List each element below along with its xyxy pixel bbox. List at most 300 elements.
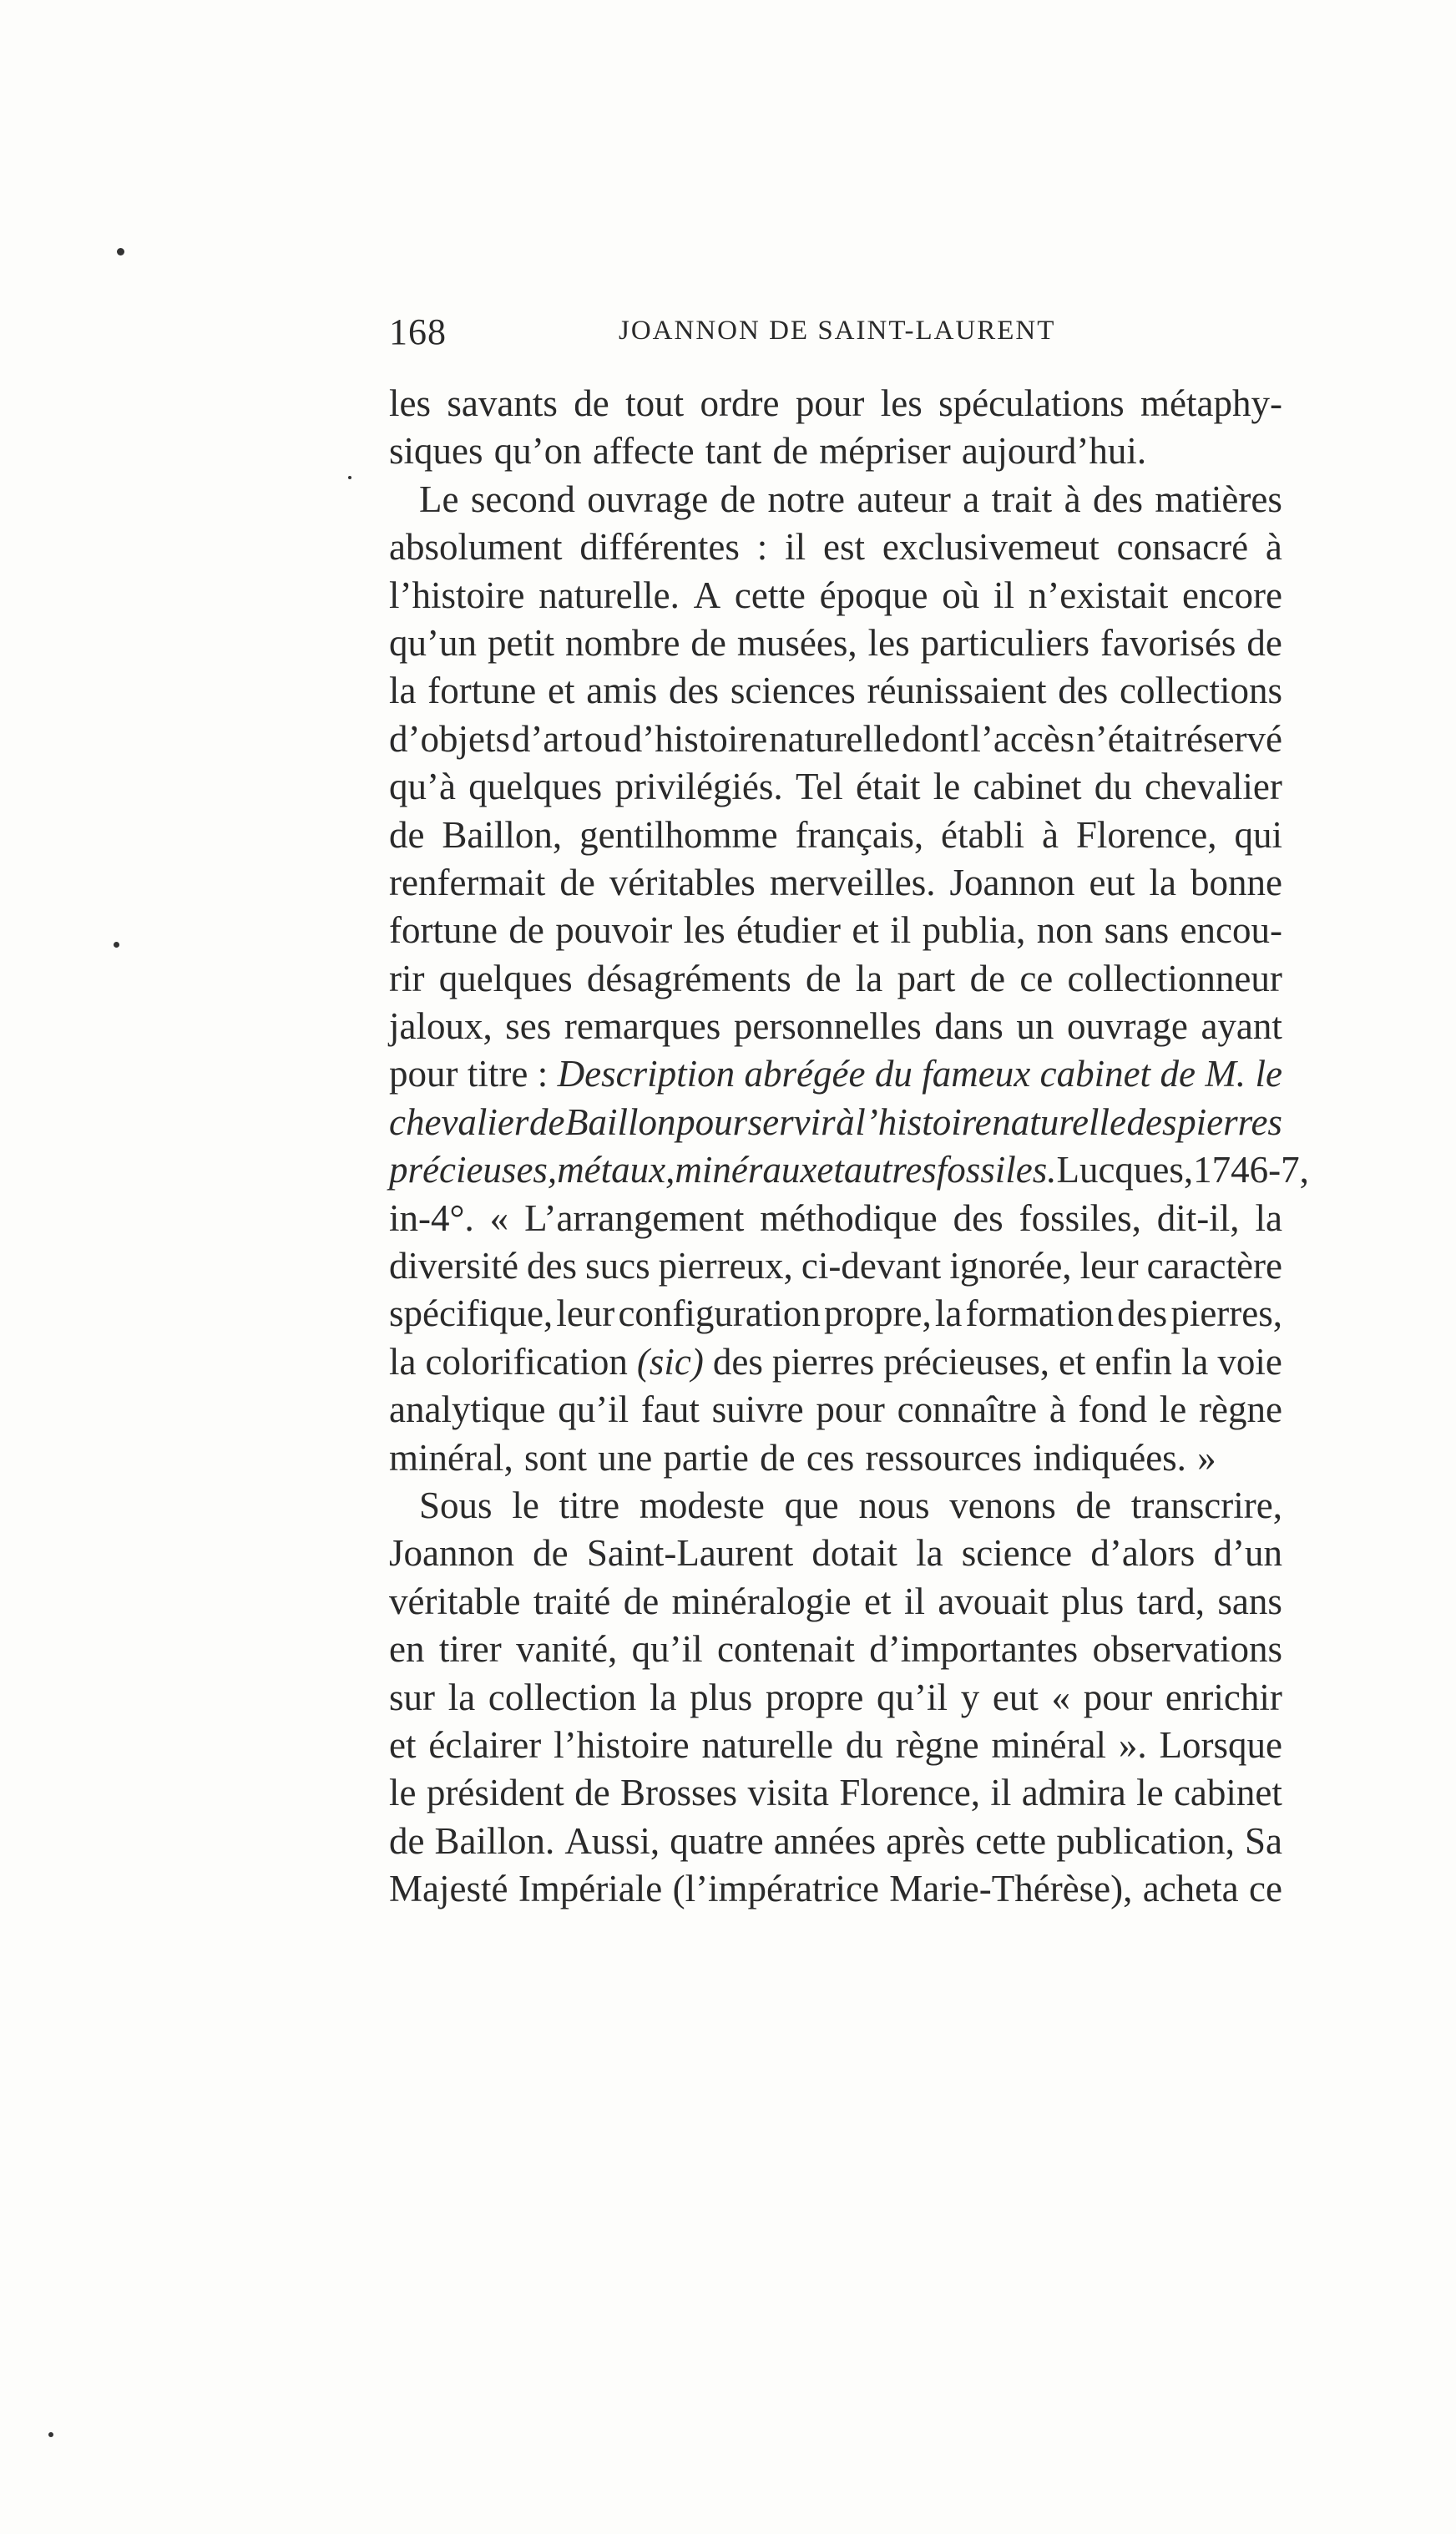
- word: a: [963, 478, 980, 520]
- word: enrichir: [1165, 1676, 1282, 1718]
- word: de: [389, 813, 425, 856]
- word: de: [1075, 1484, 1112, 1526]
- word: :: [756, 526, 768, 569]
- text-line: [389, 716, 1282, 763]
- word: sans: [1104, 909, 1170, 952]
- word: formation: [965, 1292, 1114, 1335]
- word: l’accès: [970, 717, 1075, 760]
- word: président: [426, 1772, 564, 1814]
- word: fossiles,: [1019, 1196, 1141, 1239]
- word: auteur: [857, 478, 951, 520]
- word: de: [690, 621, 726, 664]
- word: Lucques,: [1056, 1149, 1194, 1191]
- word: le: [933, 766, 961, 808]
- word: le: [389, 1772, 417, 1814]
- italic-word: du: [874, 1053, 913, 1095]
- word: caractère: [1146, 1245, 1282, 1287]
- word: cette: [734, 574, 806, 616]
- word: n’existait: [1028, 574, 1169, 616]
- word: leur: [556, 1292, 615, 1335]
- italic-word: métaux,: [557, 1149, 675, 1191]
- page-number: 168: [389, 311, 447, 352]
- word: cabinet: [973, 766, 1082, 808]
- italic-word: précieuses,: [389, 1149, 558, 1191]
- word: eut: [1089, 861, 1135, 903]
- word: règne: [895, 1723, 979, 1766]
- word: qu’il: [558, 1388, 629, 1431]
- word: sucs: [585, 1245, 650, 1287]
- word: de: [574, 1772, 610, 1814]
- text-line: [389, 1386, 1282, 1434]
- word: en: [389, 1628, 425, 1671]
- word: Tel: [795, 766, 843, 808]
- word: Florence,: [839, 1772, 980, 1814]
- word: qu’il: [877, 1676, 948, 1718]
- word: y: [960, 1676, 980, 1718]
- word: et: [389, 1723, 417, 1766]
- text-line: [389, 427, 1282, 475]
- word: établi: [941, 813, 1025, 856]
- word: Sa: [1245, 1819, 1282, 1862]
- word: il: [785, 526, 806, 569]
- word: amis: [586, 670, 658, 712]
- word: favorisés: [1100, 621, 1236, 664]
- word: avouait: [938, 1580, 1049, 1622]
- word: personnelles: [733, 1005, 922, 1048]
- word: la: [1255, 1196, 1282, 1239]
- word: années: [773, 1819, 877, 1862]
- word: la: [1149, 861, 1176, 903]
- word: véritable: [389, 1580, 521, 1622]
- word: dans: [934, 1005, 1004, 1048]
- word: qui: [1234, 813, 1282, 856]
- word: fortune: [389, 909, 498, 952]
- word: ignorée,: [949, 1245, 1072, 1287]
- text-line: [389, 572, 1282, 620]
- word: sans: [1217, 1580, 1282, 1622]
- word: contenait: [716, 1628, 855, 1671]
- word: A: [693, 574, 721, 616]
- word: il: [993, 574, 1015, 616]
- word: et: [548, 670, 575, 712]
- word: ».: [1118, 1723, 1147, 1766]
- word: vanité,: [516, 1628, 618, 1671]
- word: nous: [858, 1484, 930, 1526]
- word: collections: [1120, 670, 1282, 712]
- word: minéral: [991, 1723, 1106, 1766]
- word: de: [623, 1580, 660, 1622]
- word: fond: [1078, 1388, 1148, 1431]
- word: 1746-7,: [1193, 1149, 1309, 1191]
- word: du: [1094, 766, 1132, 808]
- word: pierres: [771, 1340, 875, 1383]
- italic-word: Baillon: [565, 1100, 676, 1143]
- italic-word: fossiles.: [936, 1149, 1057, 1191]
- word: le: [1136, 1772, 1164, 1814]
- word: Brosses: [620, 1772, 738, 1814]
- word: ce: [1019, 957, 1054, 999]
- word: observations: [1092, 1628, 1282, 1671]
- word: plus: [690, 1676, 753, 1718]
- word: notre: [767, 478, 846, 520]
- word: les: [867, 621, 910, 664]
- word: n’était: [1076, 717, 1173, 760]
- word: français,: [795, 813, 924, 856]
- word: propre: [765, 1676, 864, 1718]
- word: encore: [1182, 574, 1282, 616]
- text-line: [389, 812, 1282, 859]
- word: propre,: [824, 1292, 932, 1335]
- word: d’un: [1213, 1532, 1282, 1575]
- word: de: [969, 957, 1006, 999]
- word: naturelle: [701, 1723, 833, 1766]
- word: des: [953, 1196, 1004, 1239]
- word: quelques: [468, 766, 603, 808]
- word: titre: [467, 1053, 528, 1095]
- word: cabinet: [1173, 1772, 1282, 1814]
- word: des: [527, 1245, 578, 1287]
- text-line: [389, 907, 1282, 954]
- word: pour: [389, 1053, 458, 1095]
- word: la: [934, 1292, 963, 1335]
- word: admira: [1021, 1772, 1126, 1814]
- word: la: [389, 1340, 417, 1383]
- word: il: [990, 1772, 1012, 1814]
- italic-word: le: [1255, 1053, 1282, 1095]
- word: gentilhomme: [579, 813, 778, 856]
- word: d’objets: [389, 717, 510, 760]
- word: Joannon: [949, 861, 1075, 903]
- word: le: [1159, 1388, 1187, 1431]
- word: suivre: [711, 1388, 804, 1431]
- word: analytique: [389, 1388, 546, 1431]
- word: qu’à: [389, 766, 456, 808]
- italic-word: M.: [1205, 1053, 1246, 1095]
- word: pour: [795, 382, 865, 424]
- word: naturelle.: [538, 574, 680, 616]
- word: exclusivemeut: [882, 526, 1100, 569]
- italic-word: pierres: [1177, 1100, 1282, 1143]
- word: ou: [584, 717, 622, 760]
- word: quelques: [438, 957, 573, 999]
- word: de: [720, 478, 756, 520]
- word: règne: [1199, 1388, 1282, 1431]
- scan-speck: [48, 2432, 53, 2437]
- word: Le: [419, 478, 459, 520]
- word: merveilles.: [769, 861, 936, 903]
- word: et: [864, 1580, 892, 1622]
- text-line: [389, 1338, 1282, 1386]
- word: l’histoire: [389, 574, 525, 616]
- text-line: [389, 1290, 1282, 1338]
- italic-word: (sic): [636, 1340, 704, 1383]
- text-line: [389, 667, 1282, 715]
- word: quatre: [670, 1819, 764, 1862]
- word: colorification: [425, 1340, 628, 1383]
- text-line: [389, 1722, 1282, 1769]
- italic-word: fameux: [922, 1053, 1031, 1095]
- word: venons: [949, 1484, 1056, 1526]
- text-line: [389, 1003, 1282, 1050]
- word: nombre: [564, 621, 680, 664]
- word: faut: [640, 1388, 700, 1431]
- word: fortune: [427, 670, 537, 712]
- word: sur: [389, 1676, 435, 1718]
- word: particuliers: [920, 621, 1089, 664]
- word: de: [508, 909, 544, 952]
- text-line: [389, 380, 1282, 427]
- word: de: [806, 957, 842, 999]
- word: in-4°.: [389, 1196, 474, 1239]
- scan-speck: [348, 476, 351, 479]
- word: spécifique,: [389, 1292, 554, 1335]
- word: la: [649, 1676, 677, 1718]
- italic-word: de: [1160, 1053, 1196, 1095]
- word: jaloux,: [389, 1005, 493, 1048]
- word: d’histoire: [623, 717, 768, 760]
- word: trait: [991, 478, 1053, 520]
- word: Majesté: [389, 1868, 508, 1910]
- word: cette: [975, 1819, 1047, 1862]
- italic-word: Description: [557, 1053, 736, 1095]
- italic-word: à: [836, 1100, 855, 1143]
- word: la: [447, 1676, 476, 1718]
- word: des: [1117, 1292, 1168, 1335]
- word: leur: [1079, 1245, 1139, 1287]
- word: acheta: [1142, 1868, 1239, 1910]
- running-head: JOANNON DE SAINT-LAURENT: [619, 316, 1056, 346]
- italic-word: et: [816, 1149, 844, 1191]
- text-line: [389, 1578, 1282, 1626]
- word: science: [961, 1532, 1073, 1575]
- text-line: [389, 1865, 1282, 1913]
- text-line: [389, 1674, 1282, 1722]
- word: il: [890, 909, 912, 952]
- word: enfin: [1095, 1340, 1172, 1383]
- page-header: [389, 311, 1269, 361]
- word: minéralogie: [671, 1580, 852, 1622]
- word: Aussi,: [564, 1819, 660, 1862]
- word: éclairer: [428, 1723, 542, 1766]
- word: Florence,: [1075, 813, 1217, 856]
- word: d’importantes: [869, 1628, 1079, 1671]
- text-line: [389, 1530, 1282, 1577]
- word: ouvrage: [587, 478, 709, 520]
- word: traité: [533, 1580, 611, 1622]
- word: pierreux,: [658, 1245, 793, 1287]
- word: d’alors: [1090, 1532, 1196, 1575]
- word: les: [389, 382, 431, 424]
- word: la: [855, 957, 883, 999]
- scan-speck: [117, 248, 124, 255]
- italic-word: abrégée: [744, 1053, 866, 1095]
- word: dit-il,: [1156, 1196, 1240, 1239]
- text-line: [389, 476, 1282, 523]
- word: Sous: [419, 1484, 493, 1526]
- text-run: siques qu’on affecte tant de mépriser aujourd’hui.: [389, 430, 1147, 473]
- word: eut: [992, 1676, 1039, 1718]
- word: titre: [559, 1484, 620, 1526]
- scan-speck: [114, 942, 119, 948]
- word: pour: [1083, 1676, 1153, 1718]
- word: «: [1051, 1676, 1071, 1718]
- word: Impériale: [518, 1868, 663, 1910]
- word: de: [1246, 621, 1282, 664]
- word: publication,: [1056, 1819, 1235, 1862]
- word: il: [903, 1580, 925, 1622]
- word: consacré: [1116, 526, 1249, 569]
- word: Saint-Laurent: [586, 1532, 794, 1575]
- word: plus: [1061, 1580, 1125, 1622]
- word: précieuses,: [883, 1340, 1049, 1383]
- word: ce: [1249, 1868, 1282, 1910]
- word: Lorsque: [1159, 1723, 1282, 1766]
- word: ayant: [1201, 1005, 1282, 1048]
- text-line: [389, 955, 1282, 1003]
- word: après: [886, 1819, 966, 1862]
- word: sciences: [730, 670, 856, 712]
- word: des: [1058, 670, 1109, 712]
- word: différentes: [579, 526, 740, 569]
- word: pierres,: [1170, 1292, 1282, 1335]
- word: des: [1093, 478, 1143, 520]
- word: ses: [505, 1005, 552, 1048]
- text-line: [389, 523, 1282, 571]
- text-line: [389, 763, 1282, 811]
- text-line: [389, 1626, 1282, 1673]
- text-line: [389, 1434, 1282, 1482]
- word: part: [897, 957, 956, 999]
- word: savants: [447, 382, 558, 424]
- text-line: [389, 1195, 1282, 1242]
- word: la: [916, 1532, 943, 1575]
- word: à: [1265, 526, 1282, 569]
- word: un: [1016, 1005, 1054, 1048]
- word: chevalier: [1145, 766, 1282, 808]
- word: ci-devant: [801, 1245, 942, 1287]
- italic-word: l’histoire: [855, 1100, 992, 1143]
- text-run: minéral, sont une partie de ces ressources indiquées. »: [389, 1436, 1216, 1479]
- word: bonne: [1190, 861, 1282, 903]
- italic-word: chevalier: [389, 1100, 529, 1143]
- text-line: [389, 1050, 1282, 1098]
- word: «: [489, 1196, 509, 1239]
- italic-word: autres: [843, 1149, 937, 1191]
- word: transcrire,: [1130, 1484, 1282, 1526]
- word: collection: [488, 1676, 637, 1718]
- word: petit: [487, 621, 554, 664]
- word: encou-: [1180, 909, 1282, 952]
- text-line: [389, 1099, 1282, 1146]
- word: de: [574, 382, 609, 424]
- text-line: [389, 1769, 1282, 1817]
- word: (l’impératrice: [672, 1868, 879, 1910]
- word: de: [559, 861, 595, 903]
- word: et: [1058, 1340, 1086, 1383]
- word: que: [784, 1484, 839, 1526]
- text-line: [389, 1482, 1282, 1530]
- word: les: [683, 909, 725, 952]
- word: Joannon: [389, 1532, 514, 1575]
- word: collectionneur: [1067, 957, 1282, 999]
- italic-word: des: [1126, 1100, 1177, 1143]
- italic-word: servir: [747, 1100, 836, 1143]
- word: rir: [389, 957, 425, 999]
- word: réservé: [1174, 717, 1282, 760]
- word: naturelle: [769, 717, 901, 760]
- word: pouvoir: [555, 909, 673, 952]
- text-line: [389, 859, 1282, 907]
- word: second: [470, 478, 575, 520]
- word: connaître: [897, 1388, 1038, 1431]
- word: configuration: [618, 1292, 821, 1335]
- word: la: [1180, 1340, 1209, 1383]
- word: qu’un: [389, 621, 477, 664]
- word: Baillon.: [434, 1819, 555, 1862]
- word: remarques: [564, 1005, 721, 1048]
- word: musées,: [736, 621, 857, 664]
- word: pour: [816, 1388, 885, 1431]
- word: tout: [625, 382, 685, 424]
- italic-word: de: [528, 1100, 565, 1143]
- word: était: [856, 766, 921, 808]
- word: renfermait: [389, 861, 546, 903]
- word: est: [823, 526, 866, 569]
- word: absolument: [389, 526, 563, 569]
- word: du: [845, 1723, 883, 1766]
- word: à: [1049, 1388, 1066, 1431]
- word: véritables: [609, 861, 756, 903]
- text-line: [389, 1146, 1309, 1194]
- word: tirer: [438, 1628, 502, 1671]
- text-line: [389, 1242, 1282, 1290]
- word: Baillon,: [442, 813, 563, 856]
- word: matières: [1155, 478, 1282, 520]
- word: méthodique: [760, 1196, 938, 1239]
- text-line: [389, 620, 1282, 667]
- word: publia,: [922, 909, 1026, 952]
- word: Marie-Thérèse),: [889, 1868, 1133, 1910]
- word: des: [669, 670, 720, 712]
- italic-word: cabinet: [1039, 1053, 1151, 1095]
- word: le: [512, 1484, 539, 1526]
- word: ouvrage: [1066, 1005, 1188, 1048]
- word: la: [389, 670, 417, 712]
- word: voie: [1217, 1340, 1282, 1383]
- word: L’arrangement: [524, 1196, 745, 1239]
- word: modeste: [639, 1484, 765, 1526]
- italic-word: minéraux: [675, 1149, 817, 1191]
- word: de: [389, 1819, 425, 1862]
- word: où: [942, 574, 980, 616]
- word: des: [712, 1340, 763, 1383]
- word: à: [1064, 478, 1081, 520]
- word: dotait: [811, 1532, 897, 1575]
- word: tard,: [1136, 1580, 1205, 1622]
- word: l’histoire: [554, 1723, 690, 1766]
- word: réunissaient: [867, 670, 1047, 712]
- word: spéculations: [938, 382, 1125, 424]
- word: et: [852, 909, 879, 952]
- word: métaphy-: [1140, 382, 1282, 424]
- word: époque: [819, 574, 928, 616]
- word: qu’il: [631, 1628, 703, 1671]
- word: ordre: [700, 382, 780, 424]
- word: dont: [902, 717, 969, 760]
- word: privilégiés.: [614, 766, 783, 808]
- word: étudier: [736, 909, 841, 952]
- word: de: [533, 1532, 569, 1575]
